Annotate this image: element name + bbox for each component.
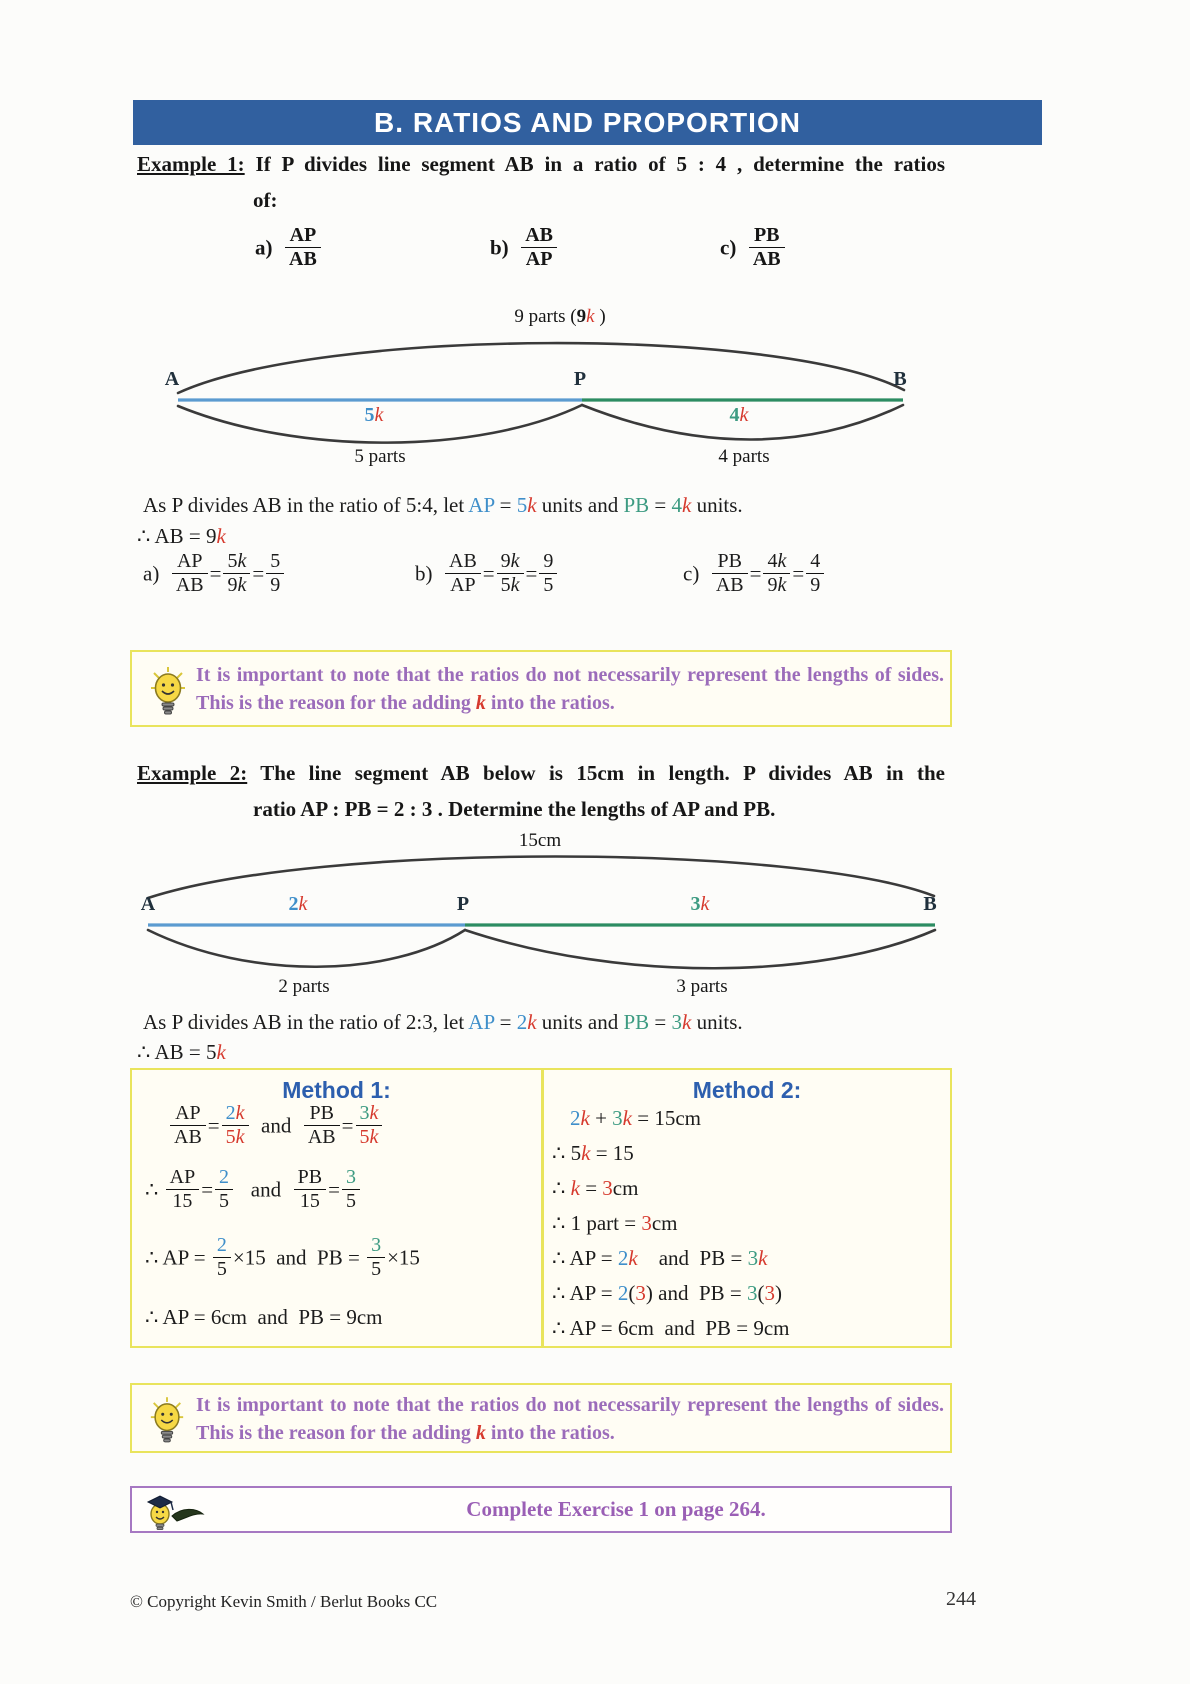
diagram2-parts-AP-label: 2 parts	[278, 976, 330, 997]
diagram2-bottom-arc-AP	[148, 930, 465, 967]
example1-text-line2: of:	[253, 188, 278, 212]
lightbulb-icon	[148, 664, 188, 718]
method2-line3: ∴ k = 3cm	[552, 1176, 639, 1200]
method1-line1: $\frac{AP}{AB}$ = $\frac{2k}{5k}$ and $\frac{PB}{AB}$ = $\frac{3k}{5k}$	[168, 1104, 384, 1151]
diagram1-parts-PB-label: 4 parts	[718, 446, 770, 467]
diagram1	[0, 302, 1190, 477]
diagram1-point-A: A	[164, 368, 180, 390]
diagram1-top-arc	[178, 343, 907, 393]
diagram1-segment-AP-label: 5k	[364, 404, 384, 426]
method2-line1: 2k + 3k = 15cm	[570, 1106, 701, 1130]
solution1-working-c: c) $\frac{PB}{AB}$ = $\frac{4k}{9k}$ = $\frac{4}{9}$	[683, 552, 826, 599]
method2-line6: ∴ AP = 2(3) and PB = 3(3)	[552, 1281, 782, 1305]
diagram2-segment-AP-label: 2k	[288, 893, 308, 915]
solution1-conclusion: ∴ AB = 9k	[137, 524, 226, 548]
example1-fraction-b: b) $\frac{AB}{AP}$	[490, 226, 559, 273]
diagram2-parts-PB-label: 3 parts	[676, 976, 728, 997]
note-box-2	[130, 1383, 952, 1453]
diagram2-point-B: B	[923, 893, 937, 915]
method2-line4: ∴ 1 part = 3cm	[552, 1211, 678, 1235]
example2-heading	[137, 761, 945, 786]
example1-heading	[137, 152, 945, 177]
diagram2-segment-PB-label: 3k	[690, 893, 710, 915]
note-text-1: It is important to note that the ratios do not necessarily represent the lengths of sides. This is the reason for the adding k into the ratios.	[196, 664, 944, 715]
method1-line3: ∴ AP = $\frac{2}{5}$ ×15 and PB = $\frac{3}{5}$ ×15	[145, 1234, 420, 1280]
method2-line2: ∴ 5k = 15	[552, 1141, 634, 1165]
example1-label: Example 1:	[137, 152, 245, 176]
diagram2-curves	[0, 830, 1190, 1010]
copyright-text: © Copyright Kevin Smith / Berlut Books CC	[130, 1592, 438, 1611]
example2-label: Example 2:	[137, 761, 248, 785]
diagram2	[0, 830, 1190, 1010]
diagram1-parts-AP-label: 5 parts	[354, 446, 406, 467]
diagram1-point-B: B	[893, 368, 907, 390]
method2-line5: ∴ AP = 2k and PB = 3k	[552, 1246, 768, 1270]
section-title: B. RATIOS AND PROPORTION	[374, 106, 801, 138]
methods-box	[130, 1068, 952, 1348]
solution2-conclusion: ∴ AB = 5k	[137, 1040, 226, 1064]
methods-divider	[541, 1070, 544, 1346]
method2-title: Method 2:	[692, 1077, 802, 1103]
diagram2-point-P: P	[456, 893, 470, 915]
diagram2-point-A: A	[140, 893, 156, 915]
note-text-2: It is important to note that the ratios do not necessarily represent the lengths of sides. This is the reason for the adding k into the ratios.	[196, 1394, 944, 1445]
method1-title: Method 1:	[282, 1077, 391, 1103]
diagram2-top-arc	[148, 857, 934, 899]
diagram1-total-label: 9 parts (9k )	[514, 306, 606, 327]
method1-line2: ∴ $\frac{AP}{15}$ = $\frac{2}{5}$ and $\frac{PB}{15}$ = $\frac{3}{5}$	[145, 1168, 362, 1215]
example1-fraction-a: a) $\frac{AP}{AB}$	[255, 226, 323, 273]
method1-line4: ∴ AP = 6cm and PB = 9cm	[145, 1305, 383, 1329]
example2-text-line2: ratio AP : PB = 2 : 3 . Determine the lengths of AP and PB.	[253, 797, 776, 821]
section-header-bar	[133, 100, 1042, 145]
page-number: 244	[946, 1588, 976, 1610]
diagram1-segment-PB-label: 4k	[729, 404, 749, 426]
solution2-statement: As P divides AB in the ratio of 2:3, let AP = 2k units and PB = 3k units.	[143, 1010, 743, 1034]
solution1-working-a: a) $\frac{AP}{AB}$ = $\frac{5k}{9k}$ = $\frac{5}{9}$	[143, 552, 286, 599]
exercise-text: Complete Exercise 1 on page 264.	[466, 1497, 766, 1521]
exercise-box	[130, 1486, 952, 1533]
example2-text-line1: The line segment AB below is 15cm in length. P divides AB in the	[260, 761, 945, 785]
lightbulb-icon	[148, 1394, 186, 1446]
solution1-statement: As P divides AB in the ratio of 5:4, let AP = 5k units and PB = 4k units.	[143, 493, 743, 517]
solution1-working-b: b) $\frac{AB}{AP}$ = $\frac{9k}{5k}$ = $\frac{9}{5}$	[415, 552, 559, 599]
example1-text-line1: If P divides line segment AB in a ratio of 5 : 4 , determine the ratios	[255, 152, 946, 176]
diagram1-point-P: P	[573, 368, 587, 390]
diagram2-bottom-arc-PB	[465, 930, 935, 968]
diagram2-total-label: 15cm	[518, 830, 562, 851]
note-box-1	[130, 650, 952, 727]
method2-line7: ∴ AP = 6cm and PB = 9cm	[552, 1316, 790, 1340]
example1-fraction-c: c) $\frac{PB}{AB}$	[720, 226, 787, 273]
